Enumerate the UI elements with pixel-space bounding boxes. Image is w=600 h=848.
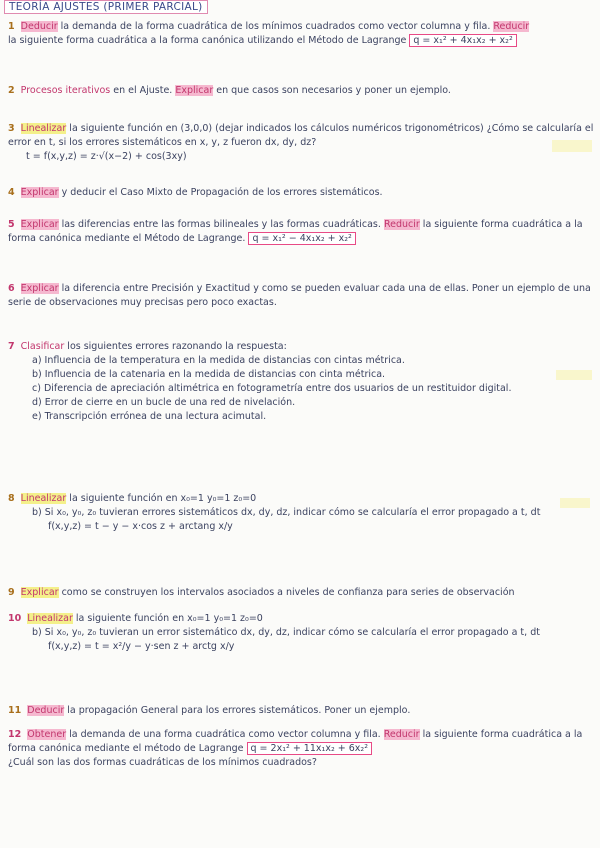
q8-formula: f(x,y,z) = t − y − x·cos z + arctang x/y [48, 521, 233, 532]
question-12: 12 Obtener la demanda de una forma cuadrática como vector columna y fila. Reducir la siguiente forma cuadrática a la forma canónica mediante el método de Lagrange q = 2x₁² + 11x₁x₂ + 6x₂² ¿Cuál son las dos formas cuadráticas de los mínimos cuadrados? [8, 729, 583, 768]
q7-keyword: Clasificar [20, 341, 65, 352]
q12-text-3: ¿Cuál son las dos formas cuadráticas de los mínimos cuadrados? [8, 757, 317, 768]
q3-formula: t = f(x,y,z) = z·√(x−2) + cos(3xy) [26, 151, 187, 162]
q1-keyword-2: Reducir [493, 21, 530, 32]
question-6: 6 Explicar la diferencia entre Precisión y Exactitud y como se pueden evaluar cada una de ellas. Poner un ejemplo de una serie de observaciones muy precisas pero poco exactas. [8, 283, 591, 308]
q2-keyword-2: Explicar [175, 85, 214, 96]
q3-keyword: Linealizar [20, 123, 67, 134]
question-7: 7 Clasificar los siguientes errores razonando la respuesta: a) Influencia de la temperatura en la medida de distancias con cintas métrica. b) Influencia de la catenaria en la medida de distancias con cinta métrica. c) Diferencia de apreciación altimétrica en fotogrametría entre dos usuarios de un restituidor digital. d) Error de cierre en un bucle de una red de nivelación. e) Transcripción errónea de una lectura acimutal. [8, 340, 596, 424]
q4-keyword: Explicar [20, 187, 59, 198]
q9-keyword: Explicar [20, 587, 59, 598]
list-item: c) Diferencia de apreciación altimétrica en fotogrametría entre dos usuarios de un restituidor digital. [32, 383, 512, 394]
list-item: d) Error de cierre en un bucle de una red de nivelación. [32, 397, 296, 408]
question-8: 8 Linealizar la siguiente función en x₀=1 y₀=1 z₀=0 b) Si x₀, y₀, z₀ tuvieran errores sistemáticos dx, dy, dz, indicar cómo se calcularía el error propagado a t, dt f(x,y,z) = t − y − x·cos z + arctang x/y [8, 492, 596, 534]
q5-keyword-2: Reducir [383, 219, 420, 230]
question-10: 10 Linealizar la siguiente función en x₀=1 y₀=1 z₀=0 b) Si x₀, y₀, z₀ tuvieran un error sistemático dx, dy, dz, indicar cómo se calcularía el error propagado a t, dt f(x,y,z) = t = x²/y − y·sen z + arctg x/y [8, 612, 596, 654]
q5-formula: q = x₁² − 4x₁x₂ + x₂² [248, 232, 355, 245]
question-4: 4 Explicar y deducir el Caso Mixto de Propagación de los errores sistemáticos. [8, 187, 383, 198]
q1-text-2: la siguiente forma cuadrática a la forma canónica utilizando el Método de Lagrange [8, 35, 407, 46]
question-5: 5 Explicar las diferencias entre las formas bilineales y las formas cuadráticas. Reducir la siguiente forma cuadrática a la forma canónica mediante el Método de Lagrange. q = x₁² − 4x₁x₂ + x₂² [8, 219, 583, 244]
question-11: 11 Deducir la propagación General para los errores sistemáticos. Poner un ejemplo. [8, 705, 411, 716]
q11-keyword: Deducir [27, 705, 65, 716]
q12-formula: q = 2x₁² + 11x₁x₂ + 6x₂² [247, 742, 373, 755]
q10-keyword: Linealizar [27, 613, 73, 624]
question-9: 9 Explicar como se construyen los intervalos asociados a niveles de confianza para series de observación [8, 587, 515, 598]
q12-keyword: Obtener [27, 729, 67, 740]
page-title: TEORÍA AJUSTES (PRIMER PARCIAL) [4, 0, 208, 14]
list-item: a) Influencia de la temperatura en la medida de distancias con cintas métrica. [32, 355, 405, 366]
q1-keyword: Deducir [20, 21, 58, 32]
list-item: b) Influencia de la catenaria en la medida de distancias con cinta métrica. [32, 369, 386, 380]
q1-text: la demanda de la forma cuadrática de los mínimos cuadrados como vector columna y fila. [57, 21, 491, 32]
q2-keyword: Procesos iterativos [20, 85, 111, 96]
q8-sub: b) Si x₀, y₀, z₀ tuvieran errores sistemáticos dx, dy, dz, indicar cómo se calcularía el error propagado a t, dt [32, 507, 541, 518]
q6-keyword: Explicar [20, 283, 59, 294]
q12-keyword-2: Reducir [383, 729, 420, 740]
q10-formula: f(x,y,z) = t = x²/y − y·sen z + arctg x/y [48, 641, 235, 652]
q10-sub: b) Si x₀, y₀, z₀ tuvieran un error sistemático dx, dy, dz, indicar cómo se calcularía el error propagado a t, dt [32, 627, 540, 638]
q1-formula: q = x₁² + 4x₁x₂ + x₂² [409, 34, 516, 47]
q5-keyword: Explicar [20, 219, 59, 230]
list-item: e) Transcripción errónea de una lectura acimutal. [32, 411, 267, 422]
q8-keyword: Linealizar [20, 493, 67, 504]
question-2: 2 Procesos iterativos en el Ajuste. Explicar en que casos son necesarios y poner un ejemplo. [8, 85, 451, 96]
question-3: 3 Linealizar la siguiente función en (3,0,0) (dejar indicados los cálculos numéricos trigonométricos) ¿Cómo se calcularía el error en t, si los errores sistemáticos en x, y, z fueron dx, dy, dz? t = f(x,y,z) = z·√(x−2) + cos(3xy) [8, 123, 594, 162]
question-1: 1 Deducir la demanda de la forma cuadrática de los mínimos cuadrados como vector columna y fila. Reducir la siguiente forma cuadrática a la forma canónica utilizando el Método de Lagrange q = x₁² + 4x₁x₂ + x₂² [8, 21, 530, 46]
